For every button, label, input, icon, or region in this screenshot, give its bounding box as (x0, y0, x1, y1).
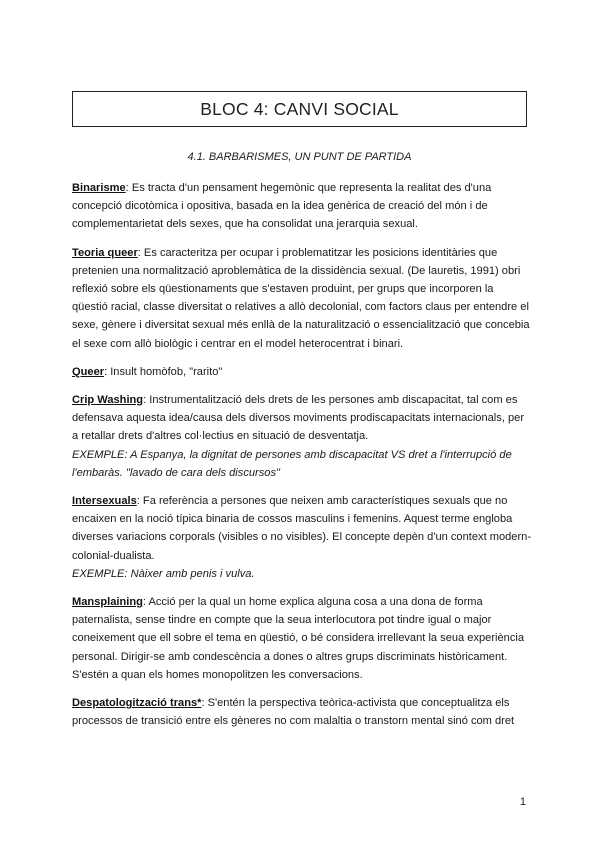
example-intersexuals: EXEMPLE: Nàixer amb penis i vulva. (72, 567, 255, 580)
term-queer: Queer (72, 365, 105, 378)
glossary-entry-crip-washing (72, 391, 532, 482)
term-teoria-queer: Teoria queer (72, 246, 138, 259)
term-crip-washing: Crip Washing (72, 394, 144, 407)
glossary-body (72, 179, 532, 740)
definition-despatologitzacio-trans: : S'entén la perspectiva teòrica-activista que conceptualitza els processos de transició entre els gèneres no com malaltia o transtorn mental sinó com dret (72, 697, 515, 728)
definition-mansplaining: : Acció per la qual un home explica alguna cosa a una dona de forma paternalista, sense tindre en compte que la seua interlocutora pot tindre igual o major coneixement que ell sobre el tema en qüestió, o bé considera irrellevant la seua experiència personal. Dirigir-se amb condescència a dones o altres grups discriminats històricament. S'estén a quan els homes monopolitzen les conversacions. (72, 596, 525, 681)
term-despatologitzacio-trans: Despatologització trans* (72, 697, 202, 710)
definition-intersexuals: : Fa referència a persones que neixen amb característiques sexuals que no encaixen en la noció típica binaria de cossos masculins i femenins. Aquest terme engloba diverses variacions corporals (visibles o no visibles). El concepte depèn d'un context modern-colonial-dualista. (72, 495, 532, 562)
page-number: 1 (519, 796, 526, 808)
glossary-entry-binarisme (72, 179, 532, 234)
example-crip-washing: EXEMPLE: A Espanya, la dignitat de persones amb discapacitat VS dret a l'interrupció de l'embaràs. "lavado de cara dels discursos" (72, 448, 512, 479)
definition-queer: : Insult homòfob, "rarito" (104, 365, 223, 378)
section-title: BLOC 4: CANVI SOCIAL (200, 98, 399, 119)
definition-crip-washing: : Instrumentalització dels drets de les persones amb discapacitat, tal com es defensava aquesta idea/causa dels diversos moviments prodiscapacitats internacionals, per a retallar drets d'altres col·lectius en situació de desventatja. (72, 394, 525, 443)
subsection-title: 4.1. BARBARISMES, UN PUNT DE PARTIDA (187, 151, 412, 163)
term-mansplaining: Mansplaining (72, 596, 143, 609)
definition-teoria-queer: : Es caracteritza per ocupar i problematitzar les posicions identitàries que pretenien una normalització aproblemàtica de la dissidència sexual. (De lauretis, 1991) obri reflexió sobre els qüestionaments que s'estaven produint, per grups que incorporen la qüestió racial, classe diversitat o relatives a allò decolonial, com factors claus per entendre el sexe, gènere i diversitat sexual més enllà de la naturalització o essencialització que concebia el sexe com allò biològic i centrar en el model heterocentrat i binari. (72, 246, 530, 350)
section-title-box (72, 91, 527, 127)
term-intersexuals: Intersexuals (72, 495, 137, 508)
glossary-entry-teoria-queer (72, 244, 532, 353)
glossary-entry-mansplaining (72, 593, 532, 684)
glossary-entry-despatologitzacio-trans (72, 694, 532, 730)
glossary-entry-intersexuals (72, 492, 532, 583)
term-binarisme: Binarisme (72, 182, 126, 194)
glossary-entry-queer (72, 363, 532, 381)
definition-binarisme: : Es tracta d'un pensament hegemònic que representa la realitat des d'una concepció dicotòmica i opositiva, basada en la idea genèrica de creació del món i de complementarietat dels sexes, que ha consolidat una jerarquia sexual. (72, 182, 492, 231)
